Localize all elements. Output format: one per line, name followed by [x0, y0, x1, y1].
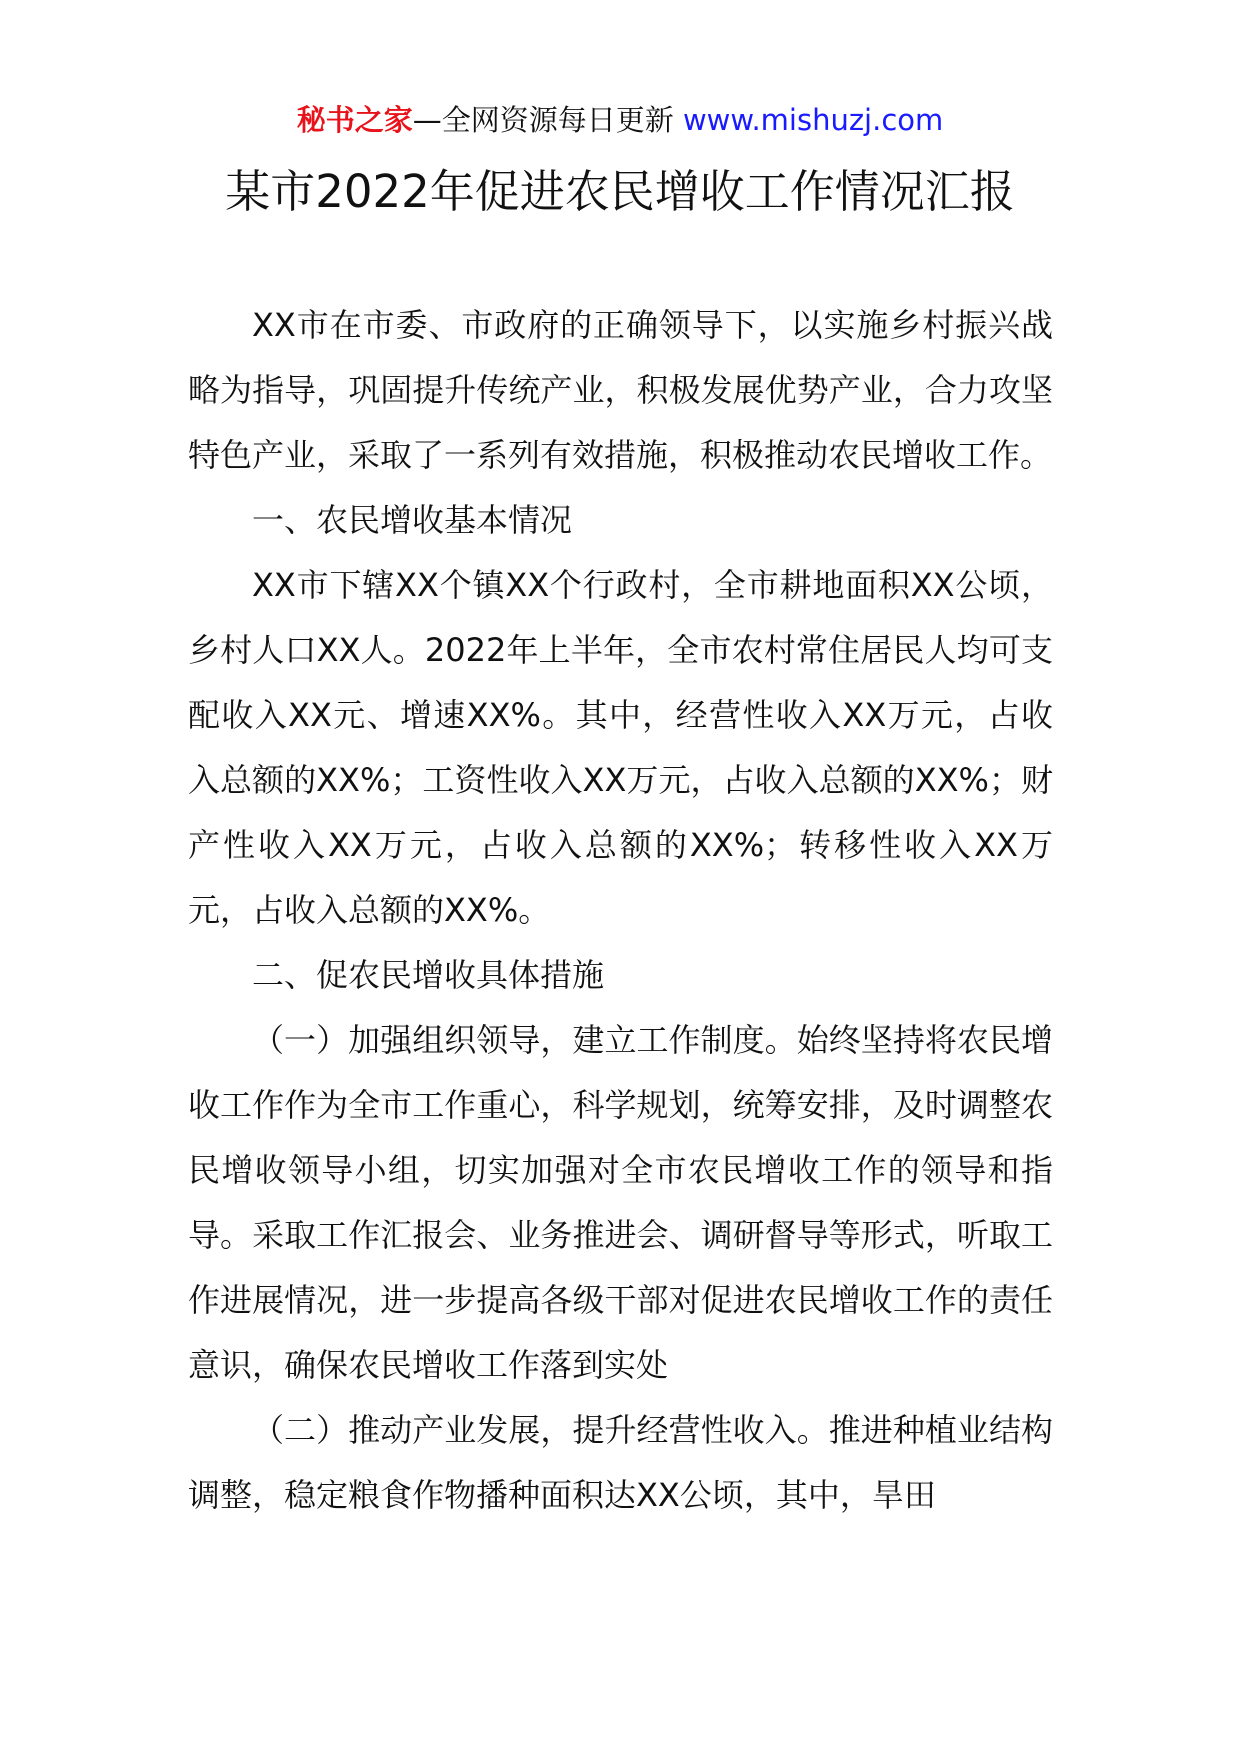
brand-name: 秘书之家: [296, 103, 413, 137]
measure-two-paragraph: （二）推动产业发展，提升经营性收入。推进种植业结构调整，稳定粮食作物播种面积达XX公顷，其中，旱田: [188, 1411, 1053, 1514]
source-banner: [0, 98, 1240, 142]
document-body: [188, 293, 1053, 1528]
section-heading-measures: 二、促农民增收具体措施: [252, 956, 605, 994]
site-url-link[interactable]: www.mishuzj.com: [682, 103, 944, 137]
document-title: 某市2022年促进农民增收工作情况汇报: [225, 165, 1015, 218]
banner-tagline: —全网资源每日更新: [412, 103, 683, 137]
measure-one-paragraph: （一）加强组织领导，建立工作制度。始终坚持将农民增收工作作为全市工作重心，科学规划，统筹安排，及时调整农民增收领导小组，切实加强对全市农民增收工作的领导和指导。采取工作汇报会、业务推进会、调研督导等形式，听取工作进展情况，进一步提高各级干部对促进农民增收工作的责任意识，确保农民增收工作落到实处: [188, 1021, 1053, 1384]
basic-situation-paragraph: XX市下辖XX个镇XX个行政村，全市耕地面积XX公顷，乡村人口XX人。2022年上半年，全市农村常住居民人均可支配收入XX元、增速XX%。其中，经营性收入XX万元，占收入总额的XX%；工资性收入XX万元，占收入总额的XX%；财产性收入XX万元，占收入总额的XX%；转移性收入XX万元，占收入总额的XX%。: [188, 566, 1053, 929]
section-heading-basic-situation: 一、农民增收基本情况: [252, 501, 573, 539]
intro-paragraph: XX市在市委、市政府的正确领导下，以实施乡村振兴战略为指导，巩固提升传统产业，积极发展优势产业，合力攻坚特色产业，采取了一系列有效措施，积极推动农民增收工作。: [188, 306, 1053, 474]
